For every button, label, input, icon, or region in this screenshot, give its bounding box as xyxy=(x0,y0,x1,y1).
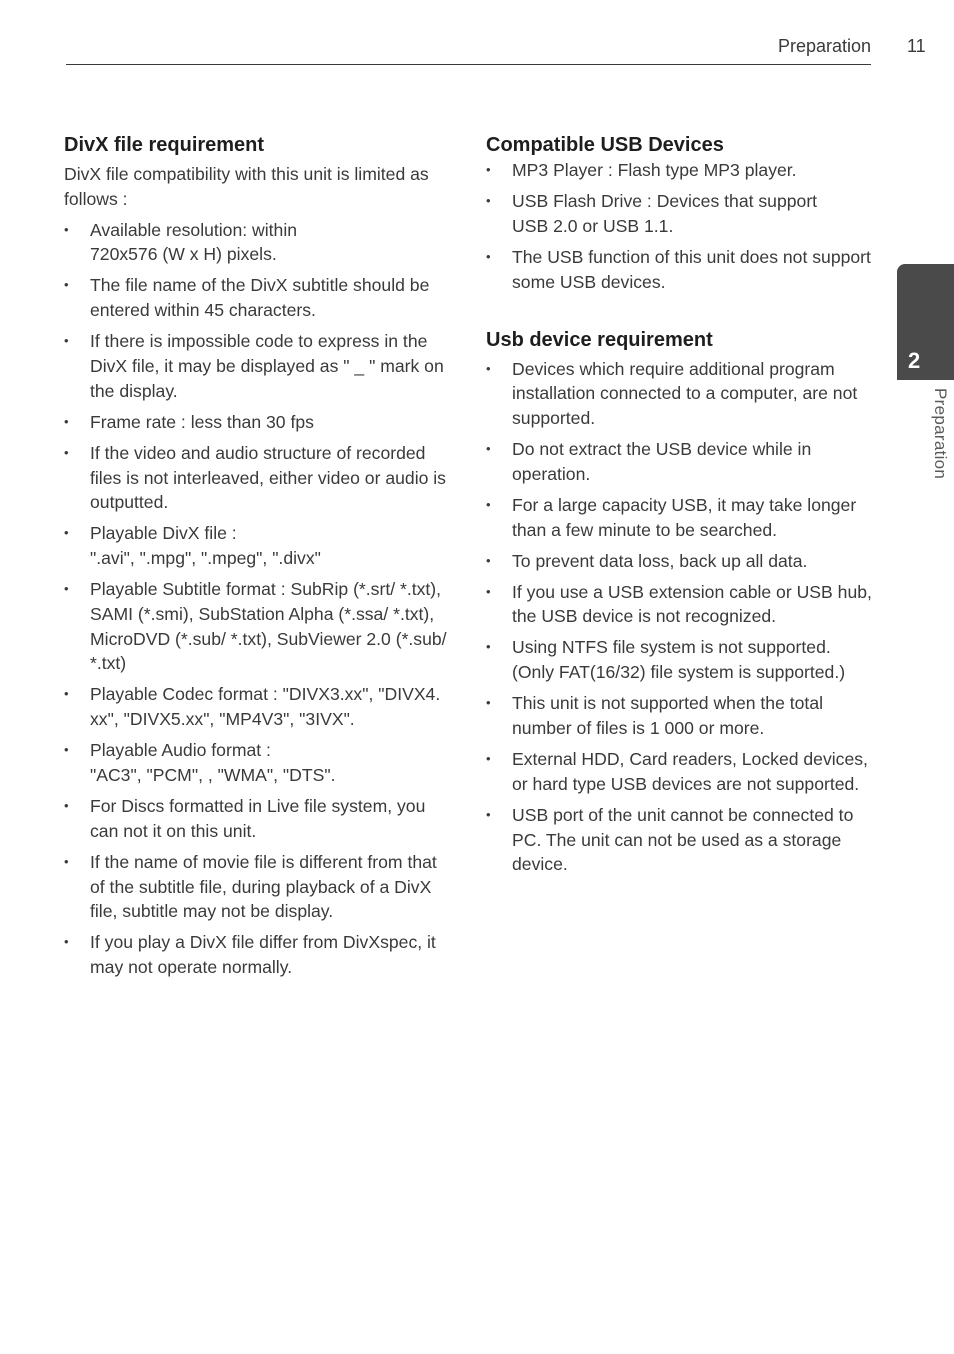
list-item: • If you use a USB extension cable or USB hub, the USB device is not recognized. xyxy=(486,580,876,630)
right-column xyxy=(486,132,876,883)
divx-requirement-heading: DivX file requirement xyxy=(64,134,265,156)
left-column xyxy=(64,132,450,986)
list-item: • Playable Subtitle format : SubRip (*.srt/ *.txt), SAMI (*.smi), SubStation Alpha (*.ssa/ *.txt), MicroDVD (*.sub/ *.txt), SubViewer 2.0 (*.sub/ *.txt) xyxy=(64,577,450,676)
list-item: • If there is impossible code to express in the DivX file, it may be displayed as " _ " mark on the display. xyxy=(64,329,450,403)
list-item: • MP3 Player : Flash type MP3 player. xyxy=(486,158,876,183)
list-item: • Available resolution: within 720x576 (W x H) pixels. xyxy=(64,218,450,268)
compatible-usb-list xyxy=(486,158,876,294)
list-item: • If you play a DivX file differ from DivXspec, it may not operate normally. xyxy=(64,930,450,980)
header-rule xyxy=(66,64,871,65)
list-item: • Playable Codec format : "DIVX3.xx", "DIVX4. xx", "DIVX5.xx", "MP4V3", "3IVX". xyxy=(64,682,450,732)
usb-requirement-list xyxy=(486,357,876,878)
list-item: • USB port of the unit cannot be connected to PC. The unit can not be used as a storage device. xyxy=(486,803,876,877)
list-item: • Using NTFS file system is not supported. (Only FAT(16/32) file system is supported.) xyxy=(486,635,876,685)
compatible-usb-heading: Compatible USB Devices xyxy=(486,134,724,156)
section-gap xyxy=(486,301,876,327)
list-item: • If the name of movie file is different from that of the subtitle file, during playback of a DivX file, subtitle may not be display. xyxy=(64,850,450,924)
list-item: • For Discs formatted in Live file system, you can not it on this unit. xyxy=(64,794,450,844)
list-item: • Playable DivX file : ".avi", ".mpg", ".mpeg", ".divx" xyxy=(64,521,450,571)
chapter-tab-label: Preparation xyxy=(931,388,950,480)
list-item: • Frame rate : less than 30 fps xyxy=(64,410,450,435)
list-item: • If the video and audio structure of recorded files is not interleaved, either video or audio is outputted. xyxy=(64,441,450,515)
divx-intro: DivX file compatibility with this unit is limited as follows : xyxy=(64,164,429,209)
list-item: • This unit is not supported when the total number of files is 1 000 or more. xyxy=(486,691,876,741)
list-item: • The USB function of this unit does not support some USB devices. xyxy=(486,245,876,295)
divx-requirement-list xyxy=(64,218,450,980)
chapter-tab xyxy=(897,264,954,380)
list-item: • For a large capacity USB, it may take longer than a few minute to be searched. xyxy=(486,493,876,543)
list-item: • External HDD, Card readers, Locked devices, or hard type USB devices are not supported. xyxy=(486,747,876,797)
list-item: • Do not extract the USB device while in operation. xyxy=(486,437,876,487)
page-number: 11 xyxy=(907,36,926,56)
list-item: • To prevent data loss, back up all data. xyxy=(486,549,876,574)
usb-requirement-heading: Usb device requirement xyxy=(486,328,713,351)
header-section-title: Preparation xyxy=(777,36,871,56)
list-item: • Devices which require additional program installation connected to a computer, are not supported. xyxy=(486,357,876,431)
chapter-tab-number: 2 xyxy=(908,348,921,373)
list-item: • Playable Audio format : "AC3", "PCM", , "WMA", "DTS". xyxy=(64,738,450,788)
list-item: • The file name of the DivX subtitle should be entered within 45 characters. xyxy=(64,273,450,323)
list-item: • USB Flash Drive : Devices that support USB 2.0 or USB 1.1. xyxy=(486,189,876,239)
